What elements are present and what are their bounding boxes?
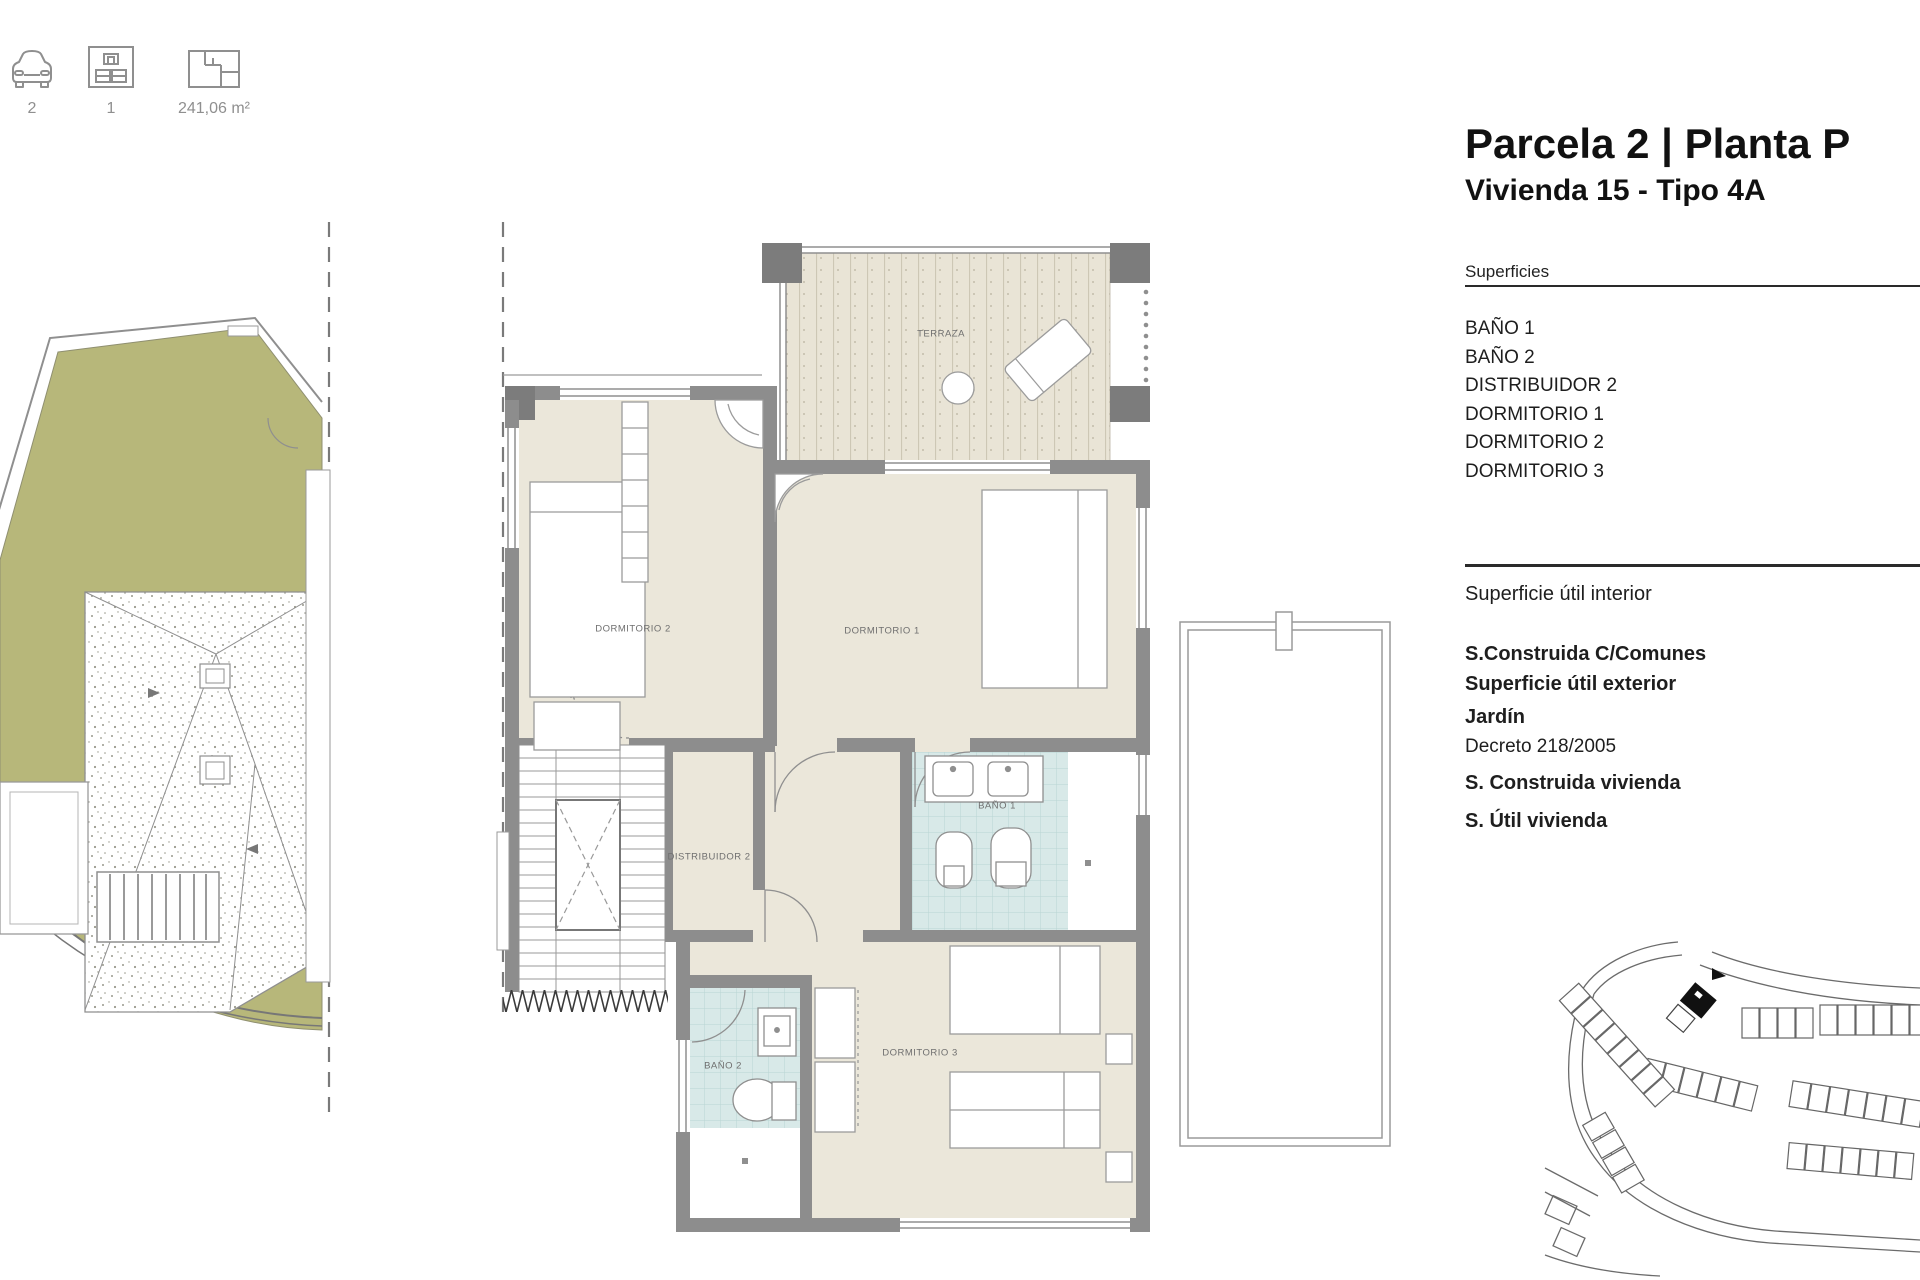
- surfaces-room-list: [1465, 315, 1617, 486]
- room-list-item: DORMITORIO 1: [1465, 403, 1604, 425]
- terraza-railing-dots: [1144, 290, 1149, 383]
- hatch-strip: [503, 990, 668, 1012]
- neighbor-wall-strip: [306, 470, 330, 982]
- stairs: [519, 745, 665, 992]
- room-label-bano2: BAÑO 2: [704, 1060, 742, 1072]
- surfaces-underline: [1465, 285, 1920, 287]
- bano2-lower: [690, 1128, 800, 1218]
- site-row-low: [1787, 1143, 1914, 1180]
- neighbor-patio: [0, 782, 88, 934]
- summary-construida-comunes: S.Construida C/Comunes: [1465, 643, 1707, 665]
- summary-jardin: Jardín: [1465, 706, 1526, 728]
- neighbor-roof: [85, 592, 322, 1012]
- lower-terrace-outline: [1180, 612, 1390, 1146]
- room-list-item: DORMITORIO 3: [1465, 460, 1604, 482]
- built-area-value: 241,06 m²: [177, 100, 251, 117]
- room-list-item: DORMITORIO 2: [1465, 432, 1604, 453]
- summary-construida-vivienda: S. Construida vivienda: [1465, 772, 1681, 794]
- summary-divider: [1465, 564, 1920, 567]
- summary-util-exterior: Superficie útil exterior: [1465, 673, 1677, 695]
- site-col-left: [1559, 983, 1674, 1107]
- room-label-dormitorio2: DORMITORIO 2: [595, 623, 671, 635]
- page-title: Parcela 2 | Planta P: [1465, 120, 1851, 167]
- parking-count: 2: [27, 100, 37, 117]
- room-label-dormitorio3: DORMITORIO 3: [882, 1047, 958, 1059]
- room-list-item: BAÑO 2: [1465, 346, 1535, 368]
- room-list-item: BAÑO 1: [1465, 318, 1535, 339]
- summary-decreto: Decreto 218/2005: [1465, 736, 1617, 757]
- parcel-boundary-lines: [329, 222, 503, 1118]
- terraza-table: [942, 372, 974, 404]
- surfaces-section-label: Superficies: [1465, 262, 1550, 281]
- summary-util-vivienda: S. Útil vivienda: [1465, 810, 1608, 832]
- left-plan: [0, 318, 330, 1030]
- room-label-distribuidor2: DISTRIBUIDOR 2: [667, 851, 751, 863]
- site-unit-marker: [1666, 982, 1717, 1035]
- room-label-bano1: BAÑO 1: [978, 800, 1016, 812]
- page-subtitle: Vivienda 15 - Tipo 4A: [1465, 174, 1766, 207]
- summary-util-interior: Superficie útil interior: [1465, 583, 1652, 605]
- room-label-terraza: TERRAZA: [917, 328, 965, 340]
- bano1-shower: [1068, 752, 1136, 930]
- site-row-top-right: [1742, 1005, 1920, 1038]
- neighbor-pergola: [97, 872, 219, 942]
- site-plan: [1545, 942, 1920, 1276]
- room-list-item: DISTRIBUIDOR 2: [1465, 375, 1618, 396]
- main-floor-plan: [497, 243, 1150, 1232]
- site-row-mid2: [1789, 1081, 1920, 1127]
- bathroom-count: 1: [106, 100, 116, 117]
- room-label-dormitorio1: DORMITORIO 1: [844, 625, 920, 637]
